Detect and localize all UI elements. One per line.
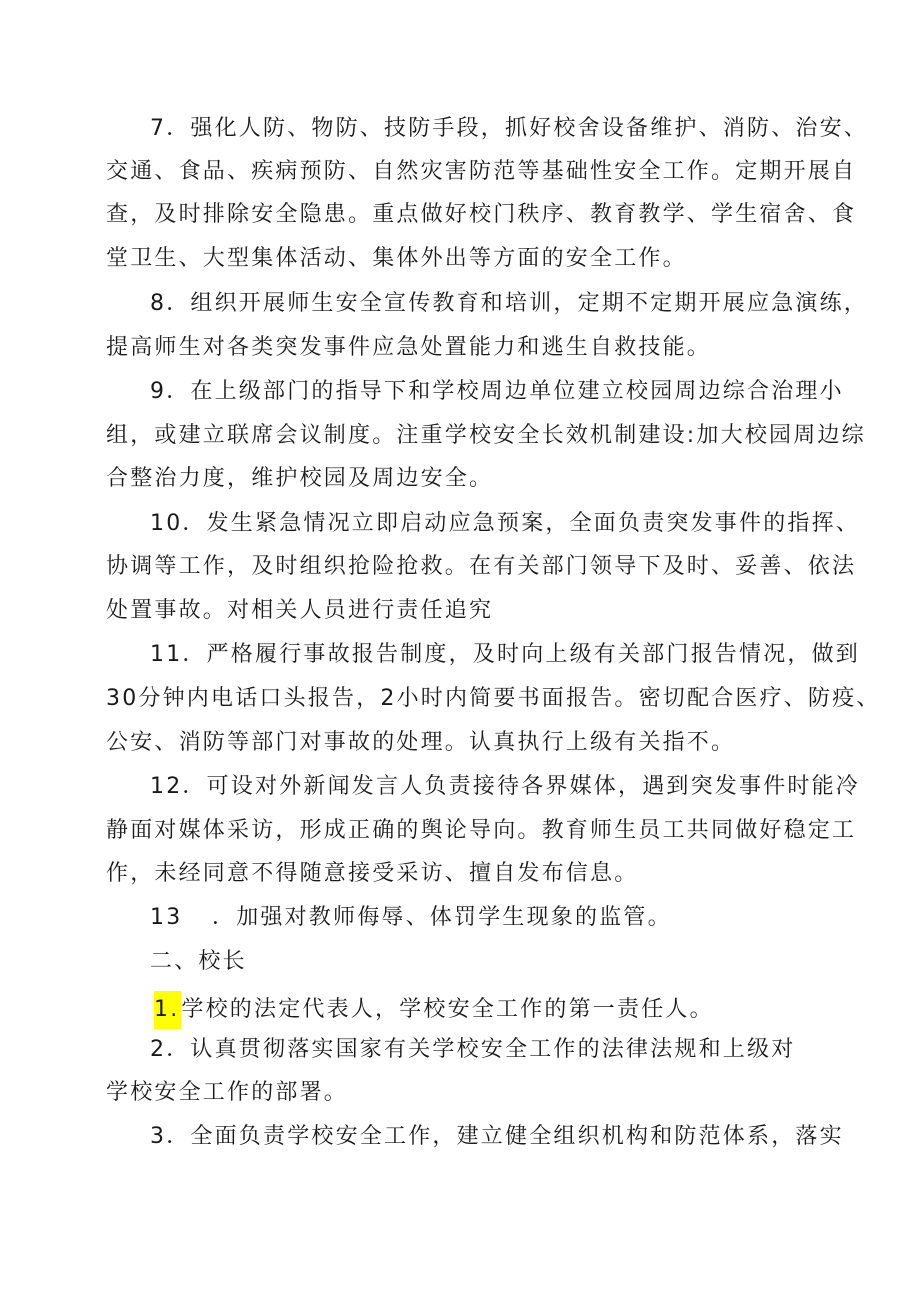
highlighted-item-number: 1. xyxy=(154,991,181,1029)
p12-line-1: 12．可设对外新闻发言人负责接待各界媒体，遇到突发事件时能冷 xyxy=(150,774,860,799)
section-heading-principal: 二、校长 xyxy=(150,949,247,974)
p11-line-2: 30分钟内电话口头报告，2小时内简要书面报告。密切配合医疗、防疫、 xyxy=(106,686,881,711)
p9-line-2: 组，或建立联席会议制度。注重学校安全长效机制建设:加大校园周边综 xyxy=(106,423,866,448)
p7-line-3: 查，及时排除安全隐患。重点做好校门秩序、教育教学、学生宿舍、食 xyxy=(106,202,857,227)
p13-number: 13 xyxy=(150,905,183,930)
p12-line-2: 静面对媒体采访，形成正确的舆论导向。教育师生员工共同做好稳定工 xyxy=(106,818,857,843)
p13-text: ．加强对教师侮辱、体罚学生现象的监管。 xyxy=(212,905,672,930)
p10-line-2: 协调等工作，及时组织抢险抢救。在有关部门领导下及时、妥善、依法 xyxy=(106,554,857,579)
p10-line-3: 处置事故。对相关人员进行责任追究 xyxy=(106,598,494,623)
p9-line-1: 9．在上级部门的指导下和学校周边单位建立校园周边综合治理小 xyxy=(150,379,844,404)
p10-line-1: 10．发生紧急情况立即启动应急预案，全面负责突发事件的指挥、 xyxy=(150,511,860,536)
p7-line-2: 交通、食品、疾病预防、自然灾害防范等基础性安全工作。定期开展自 xyxy=(106,159,857,184)
principal-item-3-line-1: 3．全面负责学校安全工作，建立健全组织机构和防范体系，落实 xyxy=(150,1124,844,1149)
p9-line-3: 合整治力度，维护校园及周边安全。 xyxy=(106,466,494,491)
p11-line-3: 公安、消防等部门对事故的处理。认真执行上级有关指不。 xyxy=(106,730,736,755)
principal-item-2-line-2: 学校安全工作的部署。 xyxy=(106,1080,349,1105)
p11-line-1: 11．严格履行事故报告制度，及时向上级有关部门报告情况，做到 xyxy=(150,642,860,667)
p12-line-3: 作，未经同意不得随意接受采访、擅自发布信息。 xyxy=(106,861,639,886)
p7-line-1: 7．强化人防、物防、技防手段，抓好校舍设备维护、消防、治安、 xyxy=(150,116,868,141)
p7-line-4: 堂卫生、大型集体活动、集体外出等方面的安全工作。 xyxy=(106,246,687,271)
p13-line xyxy=(150,903,672,933)
p8-line-2: 提高师生对各类突发事件应急处置能力和逃生自救技能。 xyxy=(106,335,712,360)
principal-item-1 xyxy=(154,991,714,1029)
p8-line-1: 8．组织开展师生安全宣传教育和培训，定期不定期开展应急演练， xyxy=(150,291,868,316)
principal-item-2-line-1: 2．认真贯彻落实国家有关学校安全工作的法律法规和上级对 xyxy=(150,1037,796,1062)
principal-item-1-text: 学校的法定代表人，学校安全工作的第一责任人。 xyxy=(181,997,714,1022)
